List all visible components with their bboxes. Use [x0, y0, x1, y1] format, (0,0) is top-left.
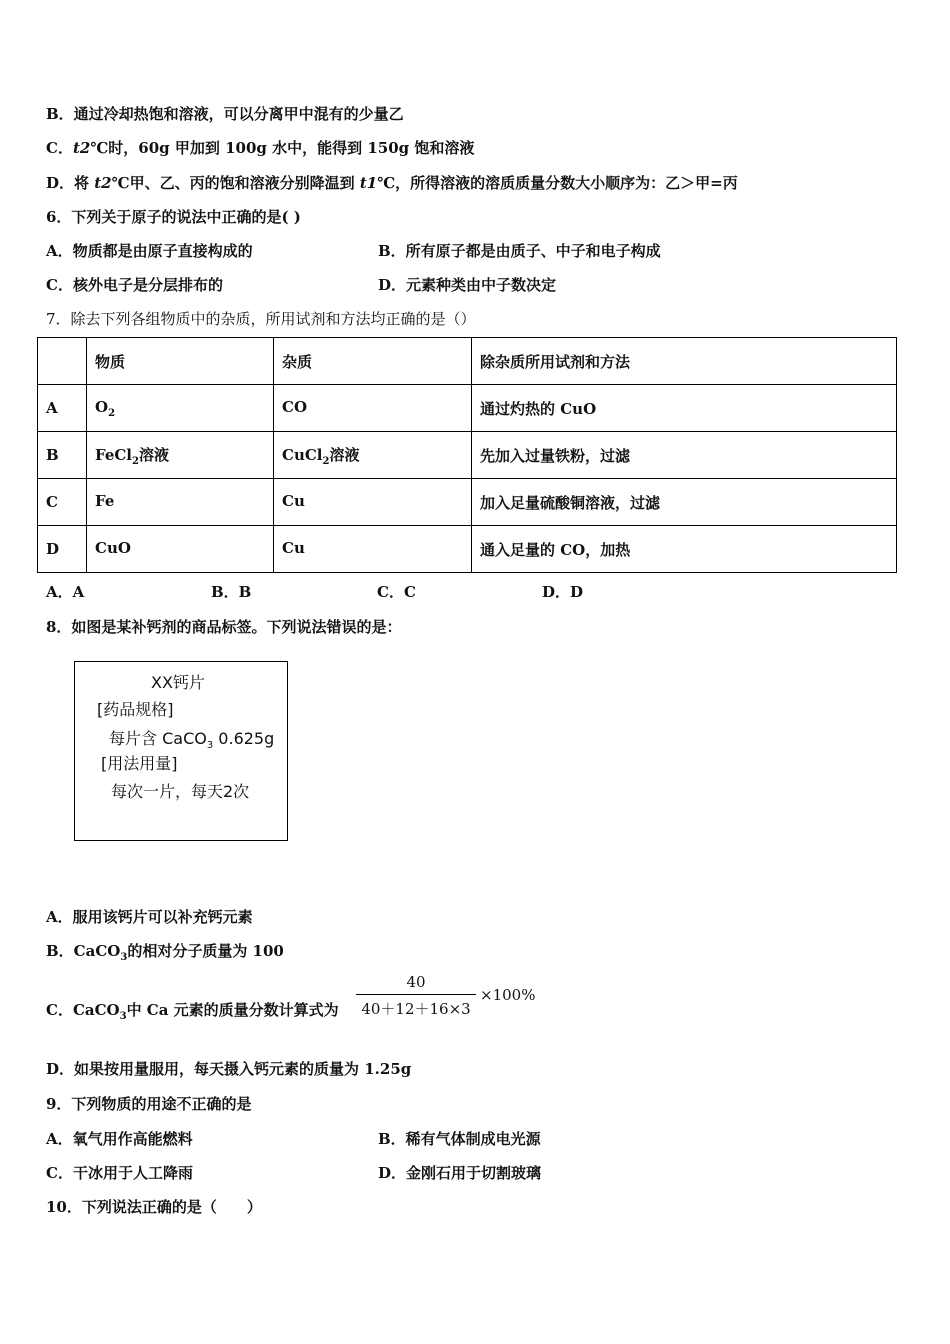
method-cell: 通过灼热的 CuO	[472, 385, 897, 432]
q9-option-b: B．稀有气体制成电光源	[378, 1130, 541, 1148]
q6-option-b: B．所有原子都是由质子、中子和电子构成	[378, 242, 661, 260]
table-header-cell: 杂质	[274, 338, 472, 385]
label-spec: 每片含 CaCO$_3$ 0.625g	[109, 729, 275, 752]
method-cell: 加入足量硫酸铜溶液，过滤	[472, 479, 897, 526]
product-label-image	[74, 661, 288, 841]
formula-denominator: 40＋12＋16×3	[361, 1000, 471, 1018]
method-cell: 先加入过量铁粉，过滤	[472, 432, 897, 479]
q5-option-d: D．将 t2℃甲、乙、丙的饱和溶液分别降温到 t1℃，所得溶液的溶质质量分数大小顺序为：乙＞甲=丙	[46, 174, 738, 192]
q9-option-a: A．氧气用作高能燃料	[46, 1130, 193, 1148]
q5-option-b: B．通过冷却热饱和溶液，可以分离甲中混有的少量乙	[46, 105, 404, 123]
impurity-cell: Cu	[274, 479, 472, 526]
q6-option-d: D．元素种类由中子数决定	[378, 276, 557, 294]
table-header-row	[38, 338, 897, 385]
q8-option-b: B．CaCO$_3$的相对分子质量为 100	[46, 942, 284, 963]
q8-option-c: C．CaCO$_3$中 Ca 元素的质量分数计算式为	[46, 1001, 339, 1022]
table-header-cell: 除杂质所用试剂和方法	[472, 338, 897, 385]
row-label: A	[38, 385, 87, 432]
q8-option-d: D．如果按用量服用，每天摄入钙元素的质量为 1.25g	[46, 1060, 412, 1078]
impurity-cell: CuCl$_2$溶液	[274, 432, 472, 479]
q7-option-c: C．C	[377, 583, 416, 601]
q8-option-a: A．服用该钙片可以补充钙元素	[46, 908, 253, 926]
table-row	[38, 479, 897, 526]
q9-option-d: D．金刚石用于切割玻璃	[378, 1164, 542, 1182]
q5-option-c: C．t2℃时，60g 甲加到 100g 水中，能得到 150g 饱和溶液	[46, 139, 475, 157]
row-label: B	[38, 432, 87, 479]
impurity-cell: CO	[274, 385, 472, 432]
label-usage: 每次一片，每天2次	[111, 782, 250, 801]
q8-stem: 8．如图是某补钙剂的商品标签。下列说法错误的是：	[46, 618, 402, 636]
q10-stem: 10．下列说法正确的是（ ）	[46, 1198, 262, 1216]
impurity-cell: Cu	[274, 526, 472, 573]
table-row	[38, 526, 897, 573]
label-usage-heading: [用法用量]	[101, 754, 178, 773]
q6-option-c: C．核外电子是分层排布的	[46, 276, 223, 294]
row-label: D	[38, 526, 87, 573]
row-label: C	[38, 479, 87, 526]
table-row	[38, 385, 897, 432]
formula-percent: ×100%	[480, 986, 536, 1004]
substance-cell: FeCl$_2$溶液	[87, 432, 274, 479]
substance-cell: $O_2$	[87, 385, 274, 432]
q7-table	[37, 337, 897, 573]
label-title: XX钙片	[151, 673, 205, 692]
q7-stem: 7．除去下列各组物质中的杂质，所用试剂和方法均正确的是（）	[46, 310, 476, 328]
q7-option-d: D．D	[542, 583, 584, 601]
q7-option-b: B．B	[211, 583, 252, 601]
q7-option-a: A．A	[46, 583, 85, 601]
mass-fraction-formula	[356, 973, 476, 1019]
q6-option-a: A．物质都是由原子直接构成的	[46, 242, 253, 260]
q6-stem: 6．下列关于原子的说法中正确的是( )	[46, 208, 301, 226]
table-header-cell	[38, 338, 87, 385]
substance-cell: CuO	[87, 526, 274, 573]
substance-cell: Fe	[87, 479, 274, 526]
method-cell: 通入足量的 CO，加热	[472, 526, 897, 573]
table-header-cell: 物质	[87, 338, 274, 385]
formula-numerator: 40	[356, 973, 476, 995]
table-row	[38, 432, 897, 479]
label-spec-heading: [药品规格]	[97, 700, 174, 719]
q9-option-c: C．干冰用于人工降雨	[46, 1164, 193, 1182]
q9-stem: 9．下列物质的用途不正确的是	[46, 1095, 252, 1113]
